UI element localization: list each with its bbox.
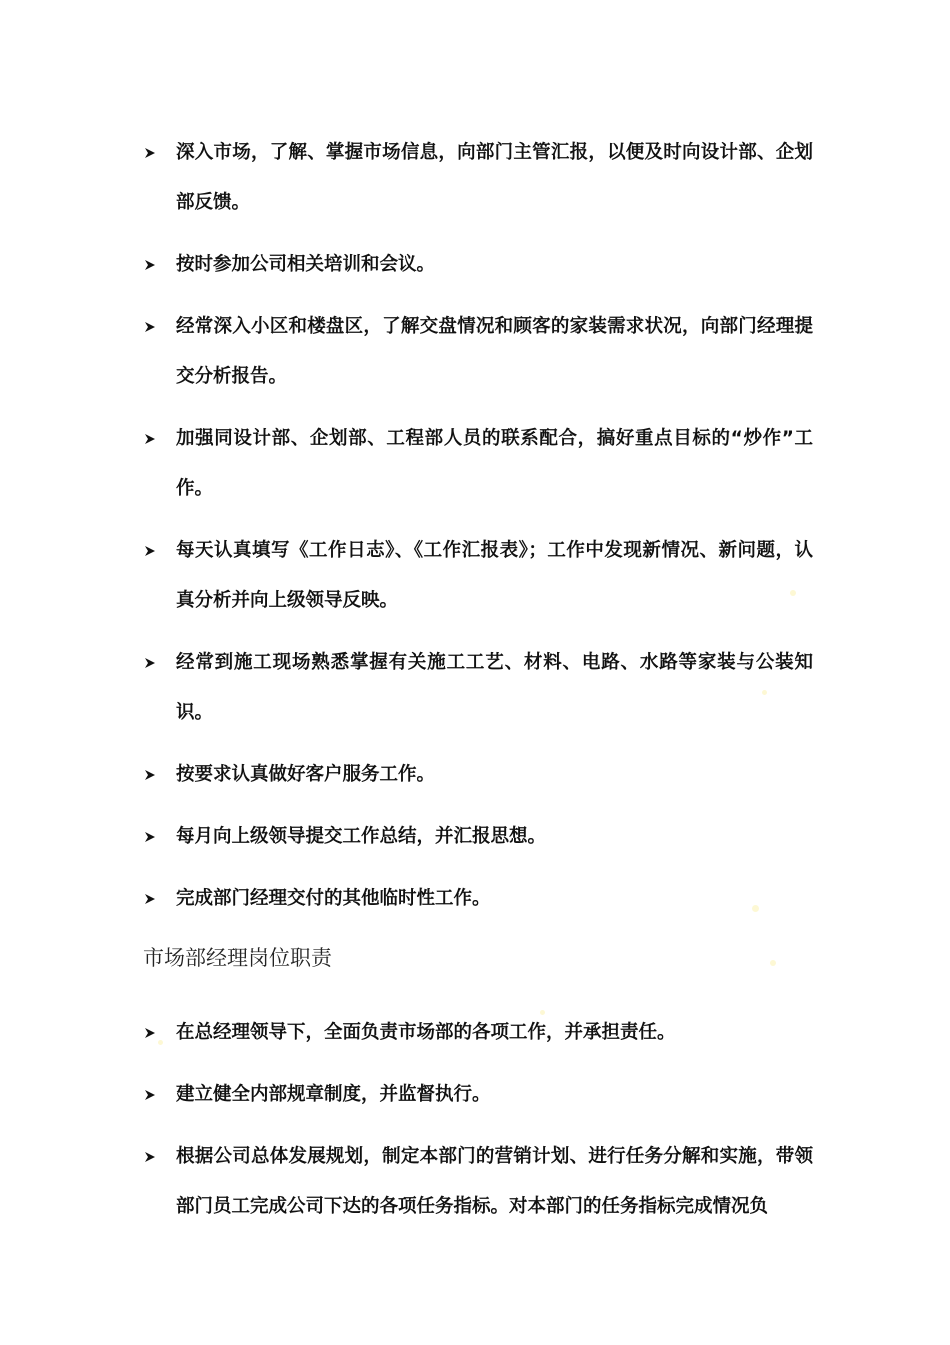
scan-speck bbox=[540, 1010, 545, 1015]
scan-speck bbox=[158, 1040, 163, 1045]
list-item-text: 每天认真填写《工作日志》、《工作汇报表》；工作中发现新情况、新问题，认真分析并向上级领导反映。 bbox=[176, 540, 813, 611]
arrow-bullet-icon bbox=[143, 526, 165, 576]
list-item bbox=[143, 812, 813, 862]
arrow-bullet-icon bbox=[143, 128, 165, 178]
arrow-bullet-icon bbox=[143, 1008, 165, 1058]
arrow-bullet-icon bbox=[143, 638, 165, 688]
manager-responsibility-list bbox=[143, 1008, 813, 1244]
list-item-text: 经常到施工现场熟悉掌握有关施工工艺、材料、电路、水路等家装与公装知识。 bbox=[176, 652, 813, 723]
arrow-bullet-icon bbox=[143, 874, 165, 924]
scan-speck bbox=[752, 905, 759, 912]
list-item-text: 在总经理领导下，全面负责市场部的各项工作，并承担责任。 bbox=[176, 1022, 676, 1043]
list-item bbox=[143, 414, 813, 514]
arrow-bullet-icon bbox=[143, 1070, 165, 1120]
list-item-text: 加强同设计部、企划部、工程部人员的联系配合，搞好重点目标的“炒作”工作。 bbox=[176, 428, 813, 499]
list-item bbox=[143, 1070, 813, 1120]
list-item bbox=[143, 526, 813, 626]
list-item-text: 深入市场，了解、掌握市场信息，向部门主管汇报，以便及时向设计部、企划部反馈。 bbox=[176, 142, 813, 213]
list-item-text: 经常深入小区和楼盘区，了解交盘情况和顾客的家装需求状况，向部门经理提交分析报告。 bbox=[176, 316, 813, 387]
list-item-text: 根据公司总体发展规划，制定本部门的营销计划、进行任务分解和实施，带领部门员工完成公司下达的各项任务指标。对本部门的任务指标完成情况负 bbox=[176, 1146, 813, 1217]
arrow-bullet-icon bbox=[143, 812, 165, 862]
arrow-bullet-icon bbox=[143, 302, 165, 352]
list-item bbox=[143, 240, 813, 290]
arrow-bullet-icon bbox=[143, 750, 165, 800]
arrow-bullet-icon bbox=[143, 1132, 165, 1182]
list-item-text: 按要求认真做好客户服务工作。 bbox=[176, 764, 436, 785]
list-item bbox=[143, 128, 813, 228]
list-item bbox=[143, 1132, 813, 1232]
list-item-text: 建立健全内部规章制度，并监督执行。 bbox=[176, 1084, 491, 1105]
list-item-text: 按时参加公司相关培训和会议。 bbox=[176, 254, 436, 275]
list-item bbox=[143, 1008, 813, 1058]
scan-speck bbox=[770, 960, 776, 966]
responsibility-list bbox=[143, 128, 813, 936]
section-heading: 市场部经理岗位职责 bbox=[143, 946, 332, 970]
scan-speck bbox=[762, 690, 767, 695]
list-item bbox=[143, 874, 813, 924]
scan-speck bbox=[790, 590, 796, 596]
arrow-bullet-icon bbox=[143, 240, 165, 290]
list-item bbox=[143, 750, 813, 800]
list-item bbox=[143, 638, 813, 738]
list-item bbox=[143, 302, 813, 402]
list-item-text: 完成部门经理交付的其他临时性工作。 bbox=[176, 888, 491, 909]
arrow-bullet-icon bbox=[143, 414, 165, 464]
list-item-text: 每月向上级领导提交工作总结，并汇报思想。 bbox=[176, 826, 547, 847]
